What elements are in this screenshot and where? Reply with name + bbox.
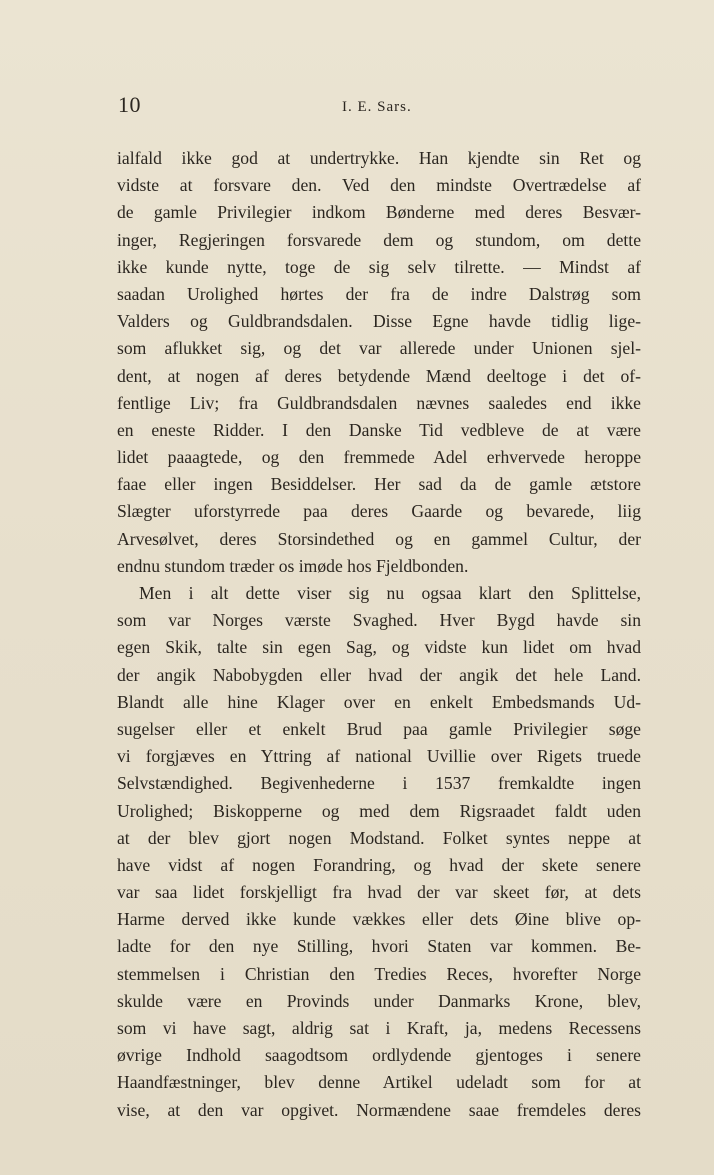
text-line-9: dent, at nogen af deres betydende Mænd deeltoge i det of-: [117, 365, 641, 386]
text-line-1: ialfald ikke god at undertrykke. Han kjendte sin Ret og: [117, 148, 641, 168]
text-line-20: der angik Nabobygden eller hvad der angik det hele Land.: [117, 664, 641, 685]
text-line-6: saadan Urolighed hørtes der fra de indre Dalstrøg som: [117, 283, 641, 304]
text-line-4: inger, Regjeringen forsvarede dem og stundom, om dette: [117, 229, 641, 250]
text-line-22: sugelser eller et enkelt Brud paa gamle Privilegier søge: [117, 718, 641, 739]
text-line-36: vise, at den var opgivet. Normændene saae fremdeles deres: [117, 1099, 641, 1120]
text-line-13: faae eller ingen Besiddelser. Her sad da de gamle ætstore: [117, 474, 641, 495]
text-line-5: ikke kunde nytte, toge de sig selv tilrette. — Mindst af: [117, 256, 641, 277]
text-line-18: som var Norges værste Svaghed. Hver Bygd havde sin: [117, 610, 641, 631]
running-head: [0, 92, 714, 122]
text-line-2: vidste at forsvare den. Ved den mindste Overtrædelse af: [117, 175, 641, 196]
text-line-12: lidet paaagtede, og den fremmede Adel erhvervede heroppe: [117, 447, 641, 468]
text-line-8: som aflukket sig, og det var allerede under Unionen sjel-: [117, 338, 641, 359]
text-line-25: Urolighed; Biskopperne og med dem Rigsraadet faldt uden: [117, 800, 641, 821]
text-line-24: Selvstændighed. Begivenhederne i 1537 fremkaldte ingen: [117, 773, 641, 794]
text-line-32: skulde være en Provinds under Danmarks Krone, blev,: [117, 990, 641, 1011]
text-line-14: Slægter uforstyrrede paa deres Gaarde og bevarede, liig: [117, 501, 641, 522]
text-line-31: stemmelsen i Christian den Tredies Reces, hvorefter Norge: [117, 963, 641, 984]
text-line-29: Harme derved ikke kunde vækkes eller dets Øine blive op-: [117, 909, 641, 930]
running-head-author: I. E. Sars.: [342, 99, 412, 115]
text-line-30: ladte for den nye Stilling, hvori Staten var kommen. Be-: [117, 936, 641, 957]
text-line-35: Haandfæstninger, blev denne Artikel udeladt som for at: [117, 1072, 641, 1093]
text-line-10: fentlige Liv; fra Guldbrandsdalen nævnes saaledes end ikke: [117, 392, 641, 413]
text-line-7: Valders og Guldbrandsdalen. Disse Egne havde tidlig lige-: [117, 311, 641, 332]
text-line-15: Arvesølvet, deres Storsindethed og en gammel Cultur, der: [117, 528, 641, 549]
text-line-21: Blandt alle hine Klager over en enkelt Embedsmands Ud-: [117, 691, 641, 712]
body-text: [117, 145, 641, 1124]
text-line-33: som vi have sagt, aldrig sat i Kraft, ja, medens Recessens: [117, 1018, 641, 1038]
text-line-3: de gamle Privilegier indkom Bønderne med deres Besvær-: [117, 202, 641, 223]
text-line-17: Men i alt dette viser sig nu ogsaa klart den Splittelse,: [139, 583, 641, 603]
page-number: 10: [118, 92, 141, 117]
text-line-23: vi forgjæves en Yttring af national Uvillie over Rigets truede: [117, 746, 641, 767]
text-line-11: en eneste Ridder. I den Danske Tid vedbleve de at være: [117, 419, 641, 440]
text-line-27: have vidst af nogen Forandring, og hvad der skete senere: [117, 854, 641, 875]
text-line-28: var saa lidet forskjelligt fra hvad der var skeet før, at dets: [117, 882, 641, 903]
text-line-34: øvrige Indhold saagodtsom ordlydende gjentoges i senere: [117, 1045, 641, 1066]
text-line-16: endnu stundom træder os imøde hos Fjeldbonden.: [117, 555, 469, 576]
text-line-26: at der blev gjort nogen Modstand. Folket syntes neppe at: [117, 827, 641, 848]
text-line-19: egen Skik, talte sin egen Sag, og vidste kun lidet om hvad: [117, 637, 641, 658]
